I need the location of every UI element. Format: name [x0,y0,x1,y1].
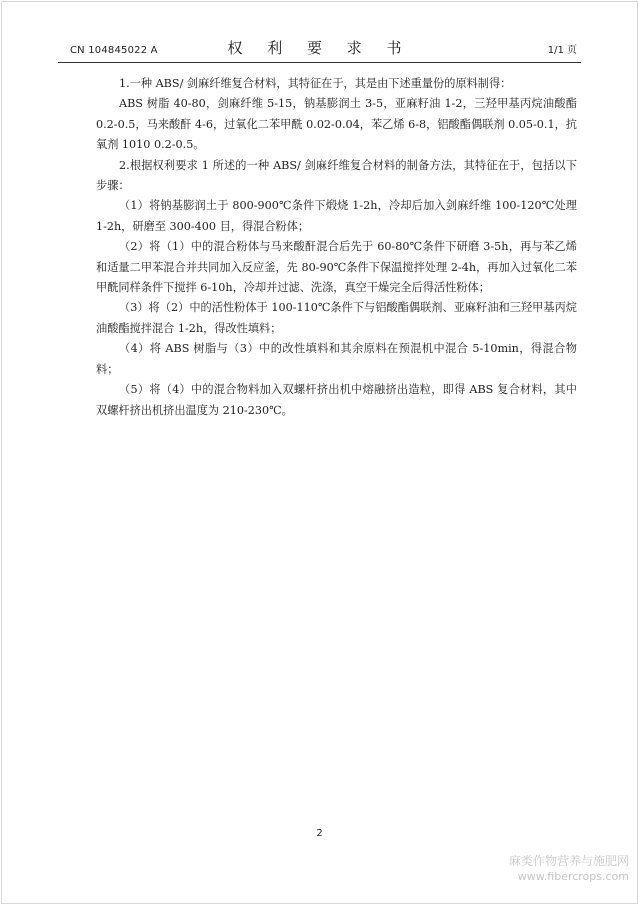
claim-2-intro: 2.根据权利要求 1 所述的一种 ABS/ 剑麻纤维复合材料的制备方法，其特征在于，包括以下步骤： [96,158,577,193]
claim-2-step-2: （2）将（1）中的混合粉体与马来酸酐混合后先于 60-80℃条件下研磨 3-5h，再与苯乙烯和适量二甲苯混合并共同加入反应釜，先 80-90℃条件下保温搅拌处理 2-4h，再加入过氧化二苯甲酰同样条件下搅拌 6-10h，冷却并过滤、洗涤，真空干燥完全后得活性粉体； [96,240,577,295]
site-watermark [509,852,629,883]
page-number: 2 [316,828,323,839]
claim-1-formula: ABS 树脂 40-80，剑麻纤维 5-15，钠基膨润土 3-5，亚麻籽油 1-2，三羟甲基丙烷油酸酯 0.2-0.5，马来酸酐 4-6，过氧化二苯甲酰 0.02-0.04，苯乙烯 6-8，铝酸酯偶联剂 0.05-0.1，抗氧剂 1010 0.2-0.5。 [96,97,577,152]
watermark-text: 麻类作物营养与施肥网 [508,854,629,868]
page-title: 权 利 要 求 书 [227,39,412,57]
claim-2-step-5: （5）将（4）中的混合物料加入双螺杆挤出机中熔融挤出造粒，即得 ABS 复合材料，其中双螺杆挤出机挤出温度为 210-230℃。 [96,383,577,417]
claim-2-step-1: （1）将钠基膨润土于 800-900℃条件下煅烧 1-2h，冷却后加入剑麻纤维 100-120℃处理 1-2h，研磨至 300-400 目，得混合粉体； [96,199,577,233]
page-indicator: 1/1 页 [547,45,577,56]
header-divider [58,62,581,63]
claim-2-step-3: （3）将（2）中的活性粉体于 100-110℃条件下与铝酸酯偶联剂、亚麻籽油和三羟甲基丙烷油酸酯搅拌混合 1-2h，得改性填料； [96,301,577,335]
document-header [58,36,581,62]
claims-body [96,74,577,421]
patent-number: CN 104845022 A [70,45,158,56]
claim-2-step-4: （4）将 ABS 树脂与（3）中的改性填料和其余原料在预混机中混合 5-10min，得混合物料； [96,342,577,376]
claim-1-intro: 1.一种 ABS/ 剑麻纤维复合材料，其特征在于，其是由下述重量份的原料制得： [119,77,512,90]
watermark-url: www.fibercrops.com [517,870,629,883]
